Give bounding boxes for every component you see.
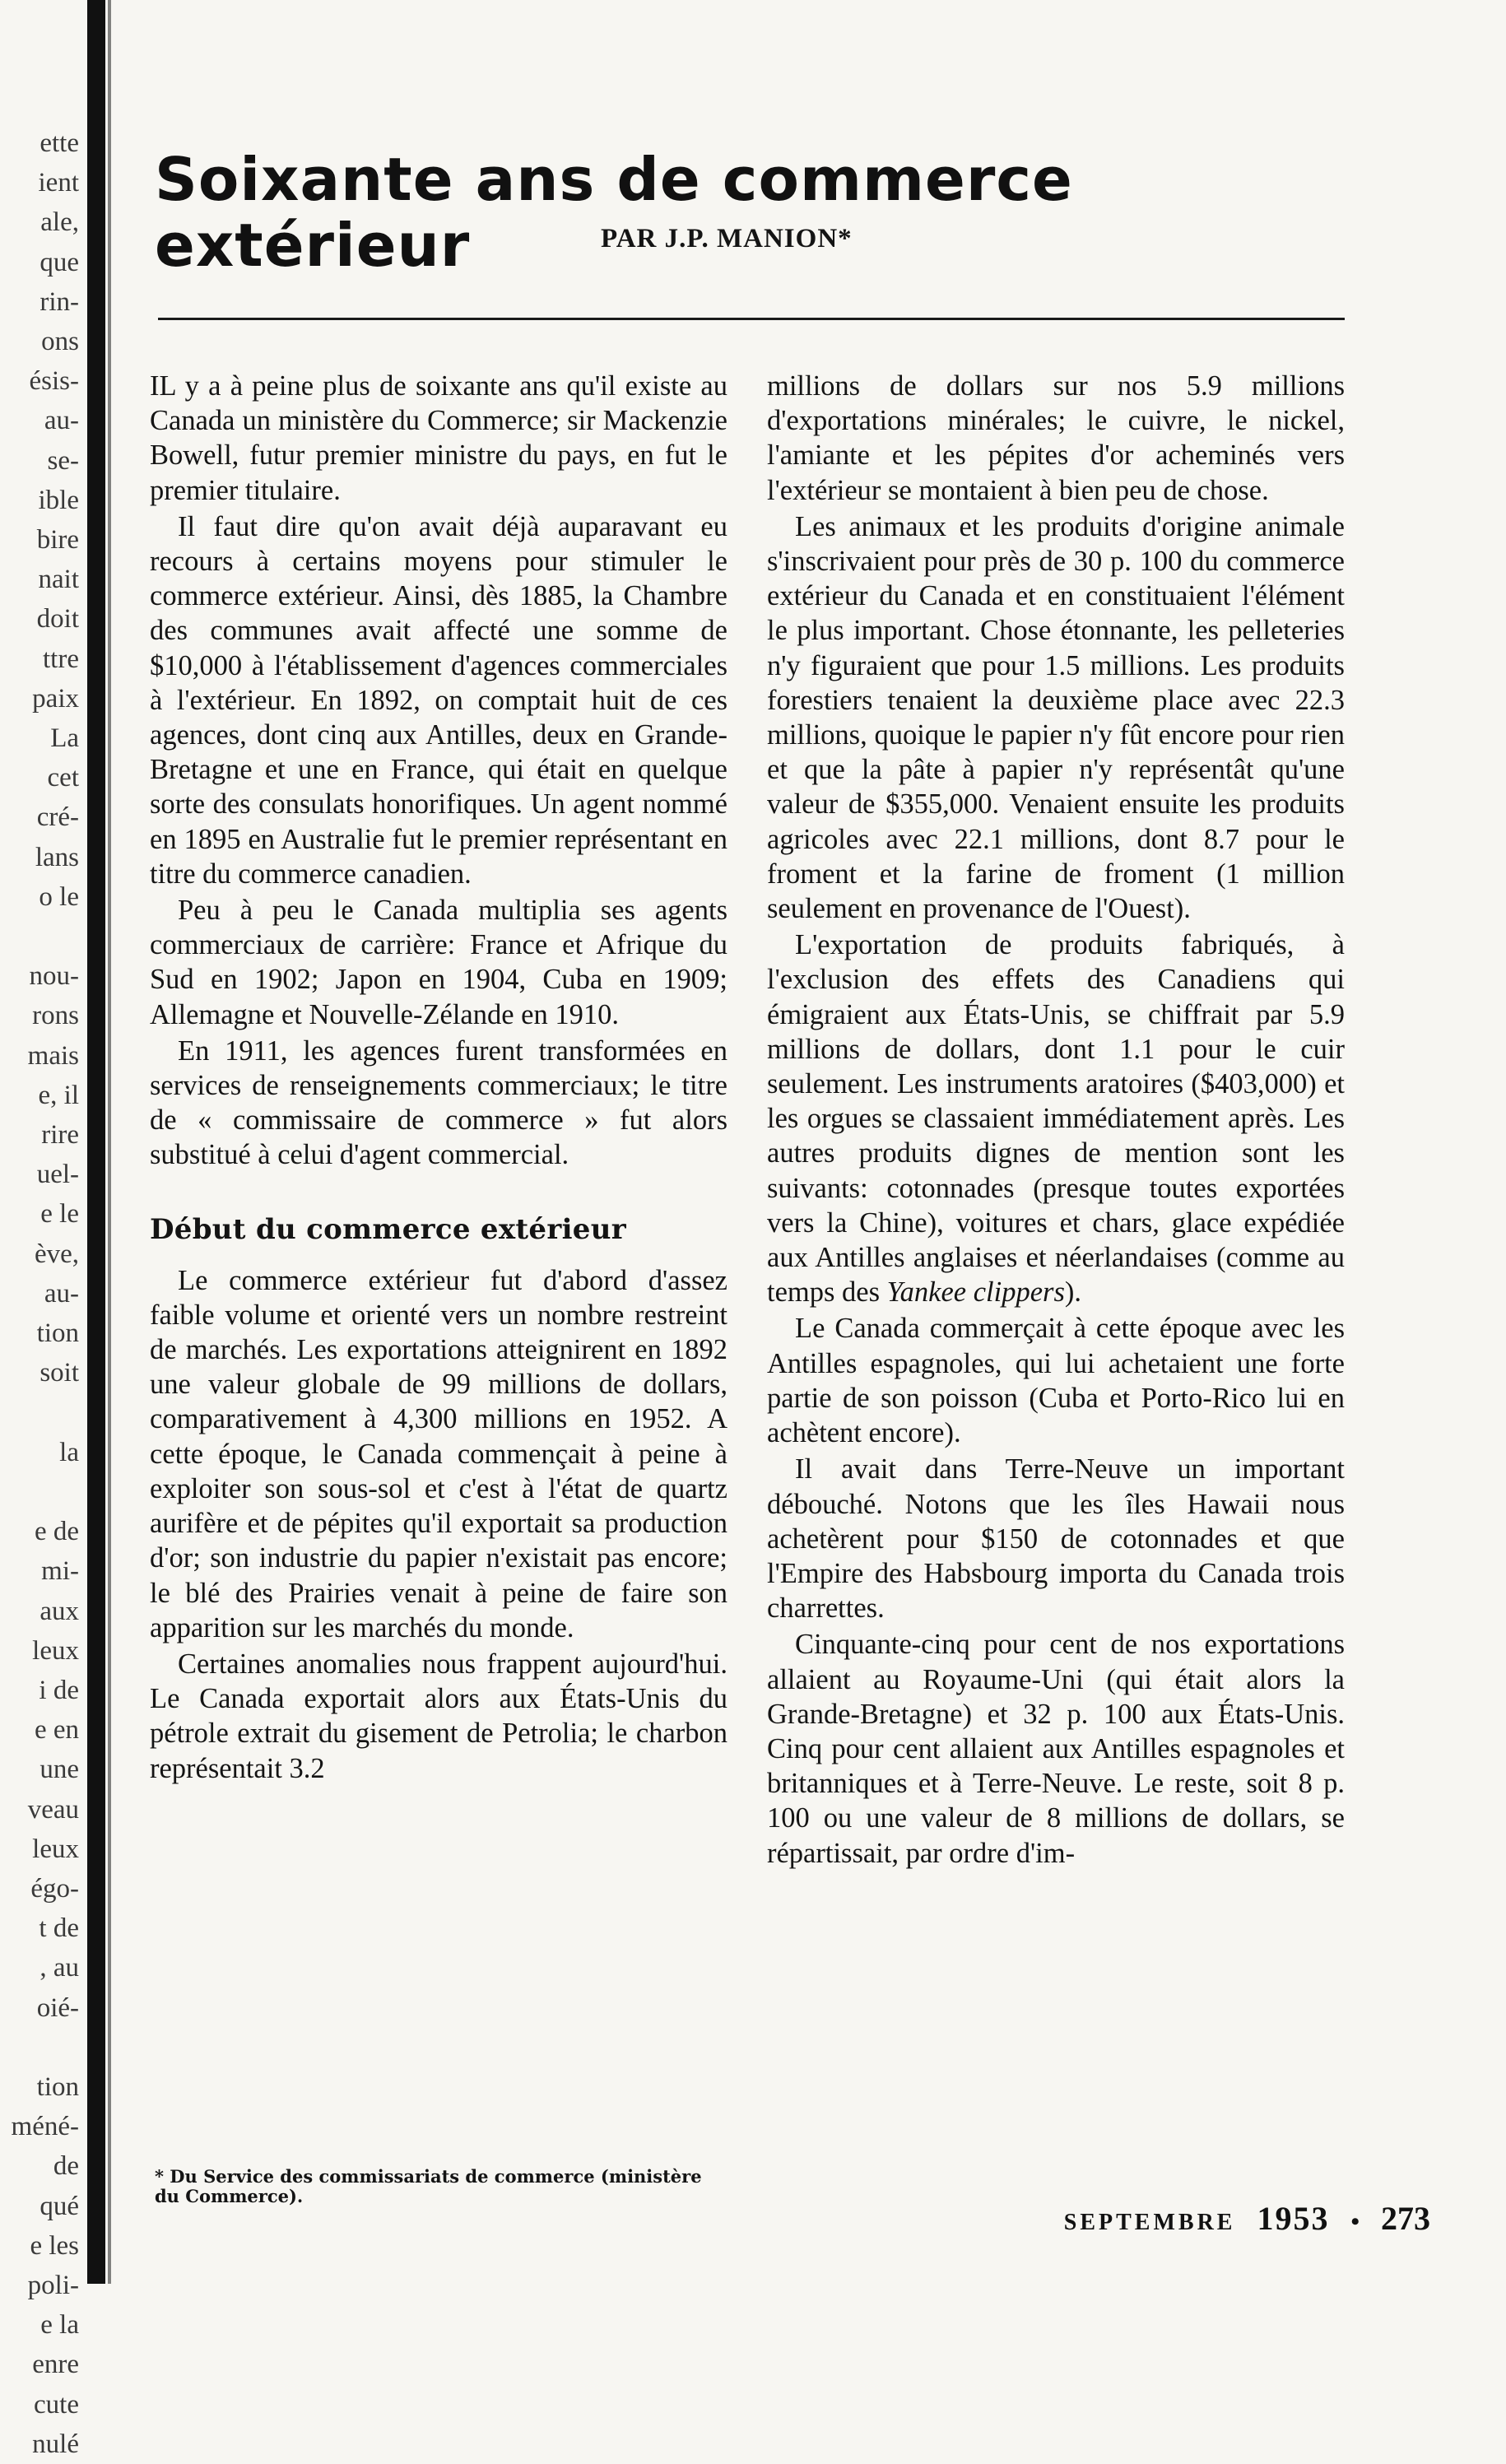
italic-phrase: Yankee clippers <box>886 1276 1065 1309</box>
paragraph: Cinquante-cinq pour cent de nos exportations allaient au Royaume-Uni (qui était alors la Grande-Bretagne) et 32 p. 100 aux États-Unis. Cinq pour cent allaient aux Antilles espagnoles et britanniques et à Terre-Neuve. Le reste, soit 8 p. 100 ou une valeur de 8 millions de dollars, se répartissait, par ordre d'im- <box>767 1629 1345 1869</box>
paragraph: Il faut dire qu'on avait déjà auparavant eu recours à certains moyens pour stimuler le commerce extérieur. Ainsi, dès 1885, la Chambre des communes avait affecté une somme de $10,000 à l'établissement d'agences commerciales à l'extérieur. En 1892, on comptait huit de ces agences, dont cinq aux Antilles, deux en Grande-Bretagne et une en France, qui était en quelque sorte des consulats honorifiques. Un agent nommé en 1895 en Australie fut le premier représentant en titre du commerce canadien. <box>150 510 727 890</box>
book-spine-shadow <box>108 0 111 2284</box>
paragraph: millions de dollars sur nos 5.9 millions d'exportations minérales; le cuivre, le nickel, l'amiante et les pépites d'or acheminés vers l'extérieur se montaient à bien peu de chose. <box>767 370 1345 506</box>
paragraph-text: L'exportation de produits fabriqués, à l'exclusion des effets des Canadiens qui émigraient aux États-Unis, se chiffrait par 5.9 millions de dollars, dont 1.1 pour le cuir seulement. Les instruments aratoires ($403,000) et les orgues se classaient immédiatement après. Les autres produits dignes de mention sont les suivants: cotonnades (presque toutes exportées vers la Chine), voitures et chars, glace expédiée aux Antilles anglaises et néerlandaises (comme au temps des <box>767 929 1345 1309</box>
paragraph: IL y a à peine plus de soixante ans qu'il existe au Canada un ministère du Commerce; sir Mackenzie Bowell, futur premier ministre du pays, en fut le premier titulaire. <box>150 370 727 506</box>
right-column <box>767 369 1345 1872</box>
article-title: Soixante ans de commerce extérieur <box>155 145 1073 280</box>
paragraph: Peu à peu le Canada multiplia ses agents commerciaux de carrière: France et Afrique du Sud en 1902; Japon en 1904, Cuba en 1909; Allemagne et Nouvelle-Zélande en 1910. <box>150 895 727 1030</box>
paragraph: Certaines anomalies nous frappent aujourd'hui. Le Canada exportait alors aux États-Unis du pétrole extrait du gisement de Petrolia; le charbon représentait 3.2 <box>150 1648 727 1784</box>
footer-separator: • <box>1350 2208 1360 2235</box>
paragraph: Les animaux et les produits d'origine animale s'inscrivaient pour près de 30 p. 100 du commerce extérieur du Canada et en constituaient l'élément le plus important. Chose étonnante, les pelleteries n'y figuraient que pour 1.5 millions. Les produits forestiers tenaient la deuxième place avec 22.3 millions, quoique le papier n'y fût encore pour rien et que la pâte à papier n'y représentât qu'une valeur de $355,000. Venaient ensuite les produits agricoles avec 22.1 millions, dont 8.7 pour le froment et la farine de froment (1 million seulement en provenance de l'Ouest). <box>767 510 1345 925</box>
left-column <box>150 369 727 1788</box>
paragraph <box>767 927 1345 1309</box>
paragraph: Le Canada commerçait à cette époque avec les Antilles espagnoles, qui lui achetaient une forte partie de son poisson (Cuba et Porto-Rico lui en achètent encore). <box>767 1313 1345 1449</box>
footer-month: SEPTEMBRE <box>1063 2210 1236 2235</box>
italic-tail: ). <box>1064 1276 1082 1309</box>
paragraph: Il avait dans Terre-Neuve un important débouché. Notons que les îles Hawaii nous achetèrent pour $150 de cotonnades et que l'Empire des Habsbourg importa du Canada trois charrettes. <box>767 1453 1345 1625</box>
title-rule <box>158 318 1345 320</box>
footnote: * Du Service des commissariats de commerce (ministère du Commerce). <box>155 2166 702 2206</box>
paragraph: Le commerce extérieur fut d'abord d'assez faible volume et orienté vers un nombre restreint de marchés. Les exportations atteignirent en 1892 une valeur globale de 99 millions de dollars, comparativement à 4,300 millions en 1952. A cette époque, le Canada commençait à peine à exploiter son sous-sol et c'est à l'état de quartz aurifère et de pépites qu'il exportait sa production d'or; son industrie du papier n'existait pas encore; le blé des Prairies venait à peine de faire son apparition sur les marchés du monde. <box>150 1264 727 1643</box>
section-heading: Début du commerce extérieur <box>150 1212 626 1246</box>
adjacent-page-text: ette ient ale, que rin- ons ésis- au- se- ible bire nait doit ttre paix La cet cré- lans o le nou- rons mais e, il rire uel- e le ève, au- tion soit la e de mi- aux leux i de e en une veau leux égo- t de , au oié- tion méné- de qué e les poli- e la enre cute nulé <box>11 128 79 2459</box>
page-footer <box>1064 2199 1430 2238</box>
article-byline: PAR J.P. MANION* <box>601 224 853 253</box>
book-spine <box>87 0 105 2284</box>
footer-year: 1953 <box>1257 2200 1330 2237</box>
page-number: 273 <box>1381 2200 1430 2237</box>
paragraph: En 1911, les agences furent transformées en services de renseignements commerciaux; le titre de « commissaire de commerce » fut alors substitué à celui d'agent commercial. <box>150 1034 727 1171</box>
adjacent-page-bleed <box>0 0 91 2459</box>
